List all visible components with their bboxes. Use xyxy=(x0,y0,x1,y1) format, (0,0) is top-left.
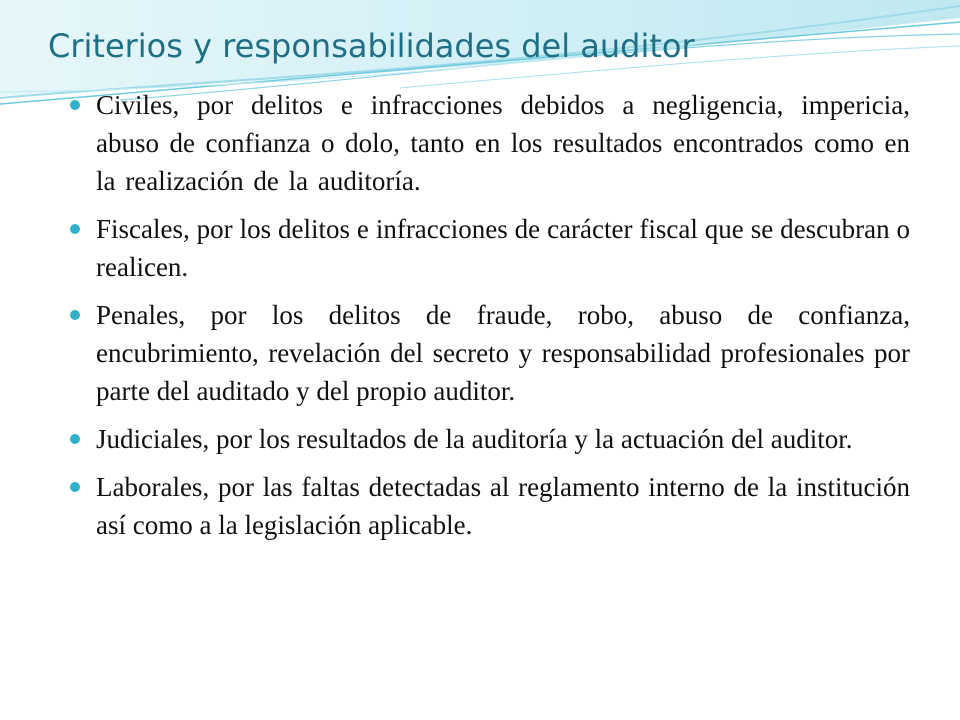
bullet-text: Civiles, por delitos e infracciones debidos a negligencia, impericia, abuso de confianza o dolo, tanto en los resultados encontrados como en la realización de la auditoría. xyxy=(96,90,910,196)
bullet-item xyxy=(96,420,910,458)
bullet-text: Judiciales, por los resultados de la auditoría y la actuación del auditor. xyxy=(96,424,853,454)
bullet-text: Fiscales, por los delitos e infracciones de carácter fiscal que se descubran o realicen. xyxy=(96,214,910,282)
bullet-item xyxy=(96,210,910,286)
bullet-dot-icon xyxy=(70,100,80,110)
bullet-text: Laborales, por las faltas detectadas al reglamento interno de la institución así como a la legislación aplicable. xyxy=(96,472,910,540)
bullet-item xyxy=(96,468,910,544)
bullet-dot-icon xyxy=(70,434,80,444)
bullet-dot-icon xyxy=(70,482,80,492)
bullet-dot-icon xyxy=(70,310,80,320)
slide-title: Criterios y responsabilidades del auditor xyxy=(48,27,695,65)
bullet-item xyxy=(96,296,910,410)
bullet-dot-icon xyxy=(70,224,80,234)
bullet-text: Penales, por los delitos de fraude, robo, abuso de confianza, encubrimiento, revelación del secreto y responsabilidad profesionales por parte del auditado y del propio auditor. xyxy=(96,300,910,406)
bullet-list xyxy=(96,86,910,554)
bullet-item xyxy=(96,86,910,200)
